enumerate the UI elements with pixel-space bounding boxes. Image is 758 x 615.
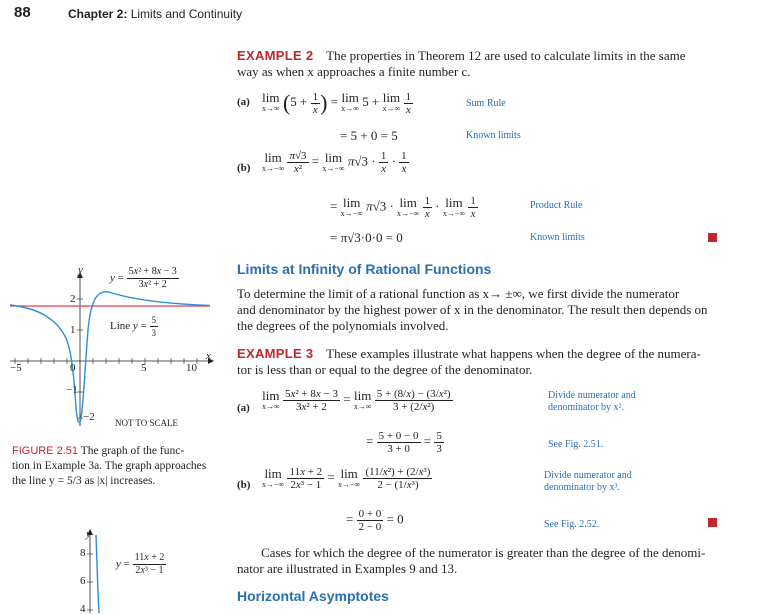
fig251-caption-2: tion in Example 3a. The graph approaches bbox=[12, 460, 207, 472]
closing-line-2: nator are illustrated in Examples 9 and 13. bbox=[237, 561, 458, 576]
ex2b-note-product-rule: Product Rule bbox=[530, 200, 583, 211]
ex3b-label: (b) bbox=[237, 479, 251, 491]
chapter-title: Limits and Continuity bbox=[130, 7, 243, 21]
ex3a-note-divide bbox=[548, 390, 636, 414]
section1-line-3: the degrees of the polynomials involved. bbox=[237, 318, 449, 333]
fig251-tick-y-2: 2 bbox=[70, 293, 76, 305]
ex2a-line1: lim x→∞ (5 + $\frac{1}{x}$ ) = lim x→∞ 5 + lim x→∞ $\frac{1}{x}$ bbox=[262, 90, 412, 116]
fig251-tick-y-neg1: −1 bbox=[66, 384, 78, 396]
ex3a-label: (a) bbox=[237, 402, 250, 414]
fig251-tick-y-1: 1 bbox=[70, 324, 76, 336]
chapter-label: Chapter 2: bbox=[68, 7, 128, 21]
example2-text-1: The properties in Theorem 12 are used to calculate limits in the same bbox=[326, 48, 686, 63]
ex3b-note-divide bbox=[544, 470, 632, 494]
end-of-example-marker bbox=[708, 518, 717, 527]
page-number: 88 bbox=[14, 4, 31, 21]
ex3a-line2: = $\frac{5 + 0 - 0}{3 + 0}$ = $\frac{5}{3}$ bbox=[366, 430, 442, 455]
ex2b-line3: = π√3·0·0 = 0 bbox=[330, 230, 403, 245]
function-curve bbox=[10, 292, 210, 423]
example2-label: EXAMPLE 2 bbox=[237, 48, 314, 63]
ex2b-line1: lim x→−∞ $\frac{\pi√3}{\text{x²}}$ = lim x→−∞ π√3 · $\frac{1}{x}$ · $\frac{1}{x}$ bbox=[262, 149, 407, 175]
end-of-example-marker bbox=[708, 233, 717, 242]
ex2a-note-known-limits: Known limits bbox=[466, 130, 521, 141]
fig251-y-axis-label: y bbox=[78, 264, 83, 276]
ex2b-line2: = lim x→−∞ π√3 · lim x→−∞ $\frac{1}{x}$ · lim x→−∞ $\frac{1}{x}$ bbox=[330, 194, 476, 220]
closing-line-1: Cases for which the degree of the numerator is greater than the degree of the denomi- bbox=[261, 545, 706, 560]
example3-text-1: These examples illustrate what happens when the degree of the numera- bbox=[326, 346, 701, 361]
fig251-tick-x-5: 5 bbox=[141, 362, 147, 374]
fig252-formula: y = $\frac{11x + 2}{\text{2x³ − 1}}$ bbox=[116, 552, 165, 576]
function-curve bbox=[96, 535, 99, 613]
figure-2-51-caption bbox=[12, 444, 217, 489]
fig251-tick-x-neg5: −5 bbox=[10, 362, 22, 374]
fig251-caption-1: The graph of the func- bbox=[80, 445, 185, 457]
fig252-tick-y-8: 8 bbox=[80, 547, 86, 559]
fig252-tick-y-4: 4 bbox=[80, 603, 86, 615]
fig251-caption-label: FIGURE 2.51 bbox=[12, 445, 79, 457]
ex3a-note-see-fig: See Fig. 2.51. bbox=[548, 439, 604, 450]
ex3a-note-line-1: Divide numerator and bbox=[548, 390, 636, 401]
ex2a-note-sum-rule: Sum Rule bbox=[466, 98, 506, 109]
fig251-tick-y-neg2: −2 bbox=[83, 411, 95, 423]
ex3b-line2: = $\frac{0 + 0}{2 - 0}$ = 0 bbox=[346, 508, 404, 533]
section-title-rational: Limits at Infinity of Rational Functions bbox=[237, 261, 492, 277]
ex2a-line2: = 5 + 0 = 5 bbox=[340, 128, 398, 143]
example2-text-2: way as when x approaches a finite number c. bbox=[237, 64, 471, 79]
fig251-tick-origin: 0 bbox=[70, 362, 76, 374]
fig251-caption-3: the line y = 5/3 as |x| increases. bbox=[12, 475, 156, 487]
example3-closing bbox=[237, 545, 723, 577]
fig252-y-axis-label: y bbox=[86, 528, 91, 540]
example2-intro bbox=[237, 48, 719, 80]
section-title-horizontal-asymptotes: Horizontal Asymptotes bbox=[237, 588, 389, 604]
ex3a-line1: lim x→∞ $\frac{\text{5x² + 8x − 3}}{\text{3x² + 2}}$ = lim x→∞ $\frac{\text{5 + (8/x) − (3/x²)}}{\text{3 + (2/x²)}}$ bbox=[262, 387, 451, 413]
ex2b-label: (b) bbox=[237, 162, 251, 174]
ex3a-note-line-2: denominator by x². bbox=[548, 402, 625, 413]
fig251-tick-x-10: 10 bbox=[186, 362, 197, 374]
example3-text-2: tor is less than or equal to the degree of the denominator. bbox=[237, 362, 533, 377]
example3-intro bbox=[237, 346, 723, 378]
ex2b-note-known-limits: Known limits bbox=[530, 232, 585, 243]
ex3b-note-line-2: denominator by x³. bbox=[544, 482, 621, 493]
fig251-formula: y = $\frac{\text{5x² + 8x − 3}}{\text{3x² + 2}}$ bbox=[110, 266, 177, 290]
ex3b-line1: lim x→−∞ $\frac{11x + 2}{\text{2x³ − 1}}$ = lim x→−∞ $\frac{\text{(11/x²) + (2/x³)}}{\text{2 − (1/x³)}}$ bbox=[262, 465, 431, 491]
fig252-tick-y-6: 6 bbox=[80, 575, 86, 587]
fig251-not-to-scale: NOT TO SCALE bbox=[115, 418, 179, 428]
example3-label: EXAMPLE 3 bbox=[237, 346, 314, 361]
ex3b-note-see-fig: See Fig. 2.52. bbox=[544, 519, 600, 530]
ex3b-note-line-1: Divide numerator and bbox=[544, 470, 632, 481]
fig251-line-label: Line y = $\frac{5}{3}$ bbox=[110, 315, 157, 338]
section1-paragraph bbox=[237, 286, 723, 334]
ex2a-label: (a) bbox=[237, 96, 250, 108]
section1-line-2: and denominator by the highest power of x in the denominator. The result then depends on bbox=[237, 302, 708, 317]
section1-line-1: To determine the limit of a rational function as x→ ±∞, we first divide the numerator bbox=[237, 286, 680, 301]
running-header bbox=[68, 7, 242, 21]
fig251-x-axis-label: x bbox=[206, 350, 211, 362]
